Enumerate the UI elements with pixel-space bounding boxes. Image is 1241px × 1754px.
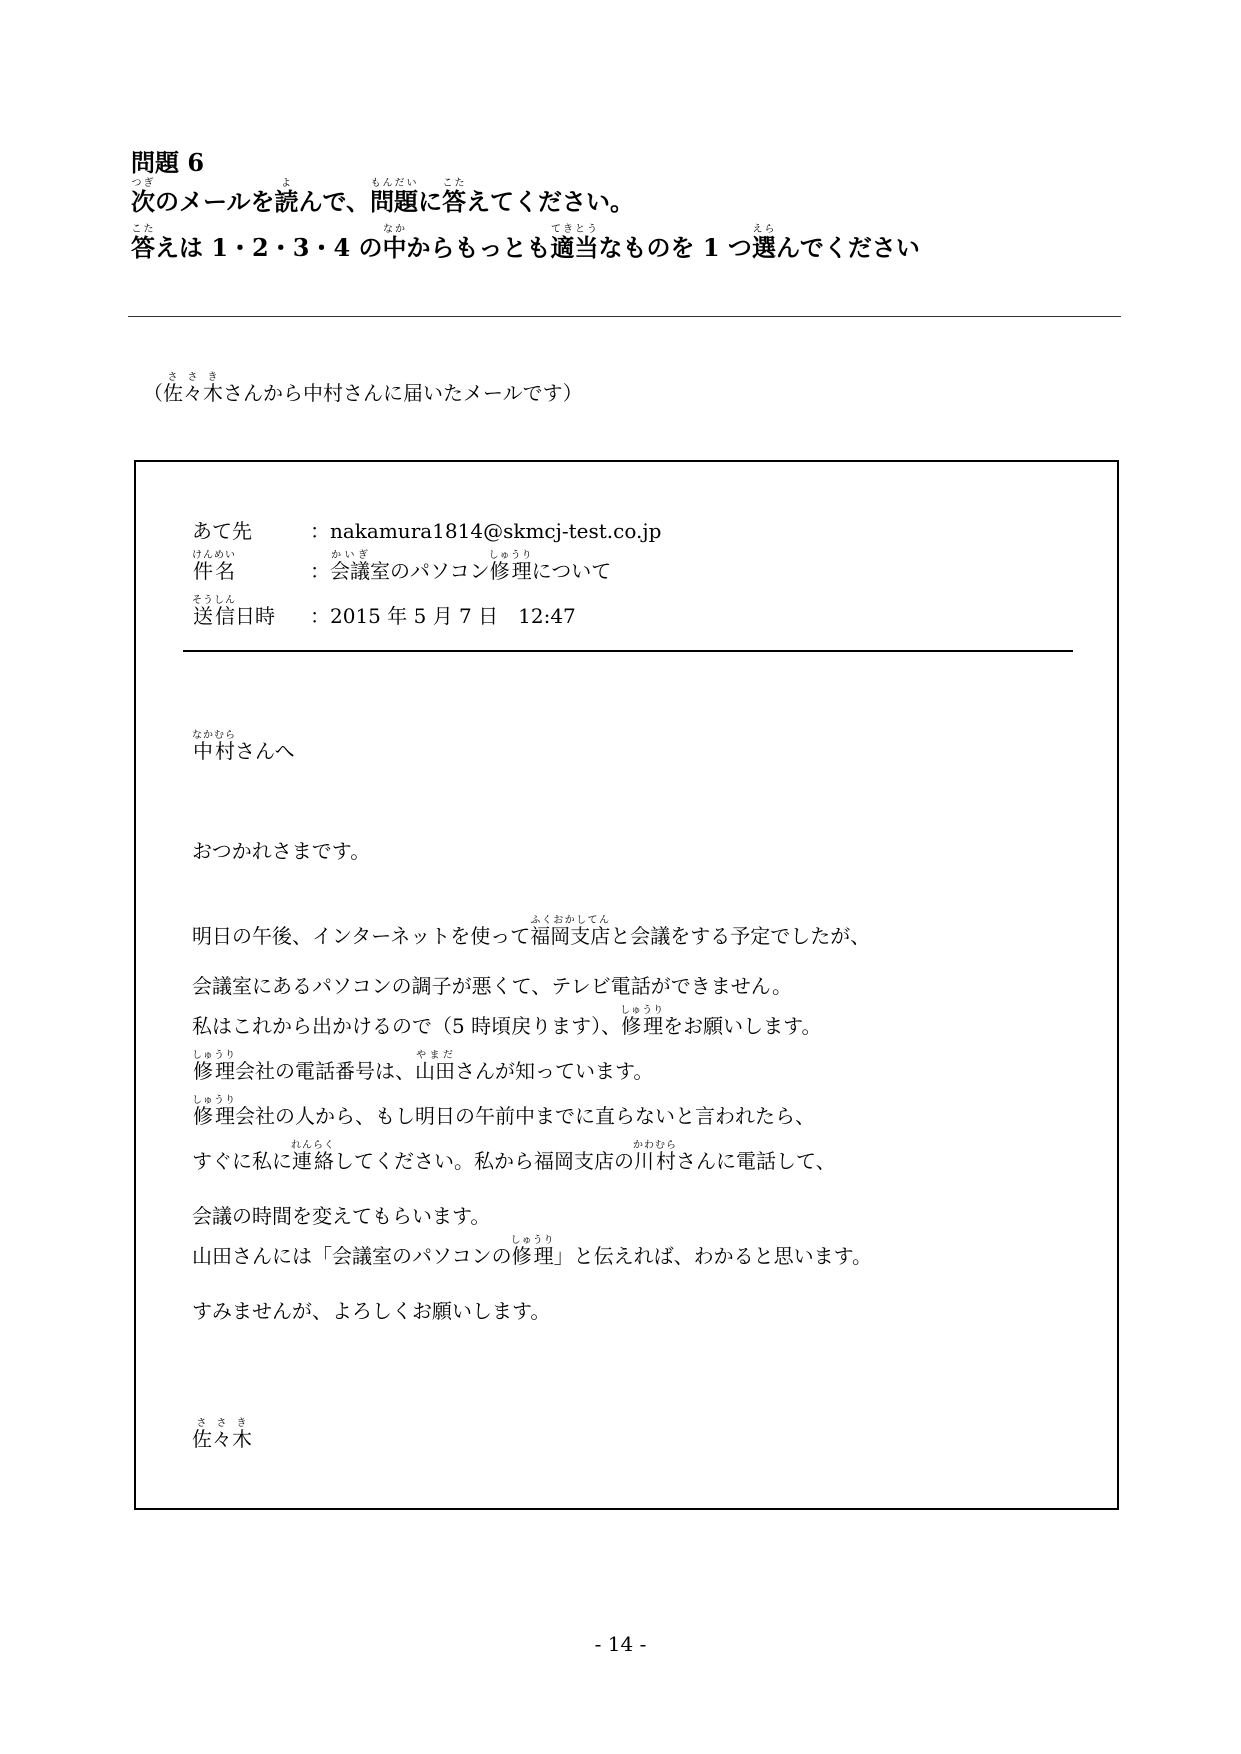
ruby-word: 答こた bbox=[442, 178, 467, 216]
email-to-row bbox=[192, 515, 661, 544]
ruby-word: 中なか bbox=[382, 224, 407, 262]
opening-line: おつかれさまです。 bbox=[192, 839, 371, 863]
body-line-6: すぐに私に連絡れんらくしてください。私から福岡支店の川村かわむらさんに電話して、 bbox=[192, 1140, 836, 1173]
sent-value: ：2015 年 5 月 7 日 12:47 bbox=[310, 604, 576, 628]
subject-label: 件名けんめい bbox=[192, 550, 236, 583]
body-line-2: 会議室にあるパソコンの調子が悪くて、テレビ電話ができません。 bbox=[192, 974, 792, 998]
section-divider bbox=[128, 316, 1121, 317]
body-line-4: 修理しゅうり会社の電話番号は、山田やまださんが知っています。 bbox=[192, 1050, 654, 1083]
to-label: あて先 bbox=[192, 519, 252, 543]
ruby-word: 佐々木ささき bbox=[163, 372, 223, 405]
body-line-9: すみませんが、よろしくお願いします。 bbox=[192, 1299, 551, 1323]
page-number: - 14 - bbox=[594, 1632, 647, 1656]
greeting: 中村なかむらさんへ bbox=[192, 730, 295, 763]
ruby-word: 選えら bbox=[751, 224, 776, 262]
body-line-5: 修理しゅうり会社の人から、もし明日の午前中までに直らないと言われたら、 bbox=[192, 1095, 815, 1128]
to-value: ：nakamura1814@skmcj-test.co.jp bbox=[310, 519, 662, 543]
ruby-word: 次つぎ bbox=[131, 178, 155, 216]
ruby-word: 問題もんだい bbox=[370, 178, 419, 216]
question-title: 問題 6 bbox=[131, 148, 205, 177]
body-line-8: 山田さんには「会議室のパソコンの修理しゅうり」と伝えれば、わかると思います。 bbox=[192, 1235, 873, 1268]
signature: 佐々木ささき bbox=[192, 1418, 252, 1451]
ruby-word: 適当てきとう bbox=[550, 224, 599, 262]
header-divider bbox=[183, 650, 1073, 652]
instruction-line-1: 次つぎのメールを読よんで、問題もんだいに答こたえてください。 bbox=[131, 178, 635, 216]
email-sent-row bbox=[192, 595, 576, 629]
ruby-word: 読よ bbox=[274, 178, 299, 216]
ruby-word: 答こた bbox=[131, 224, 155, 262]
email-intro: （佐々木ささきさんから中村さんに届いたメールです） bbox=[143, 372, 583, 405]
instruction-line-2: 答こたえは 1・2・3・4 の中なかからもっとも適当てきとうなものを 1 つ選えらんでください bbox=[131, 224, 920, 262]
subject-value: ：会議かいぎ室のパソコン修理しゅうりについて bbox=[310, 550, 612, 583]
email-subject-row bbox=[192, 550, 611, 584]
body-line-7: 会議の時間を変えてもらいます。 bbox=[192, 1204, 491, 1228]
sent-label: 送信そうしん日時 bbox=[192, 595, 275, 628]
body-line-3: 私はこれから出かけるので（5 時頃戻ります）、修理しゅうりをお願いします。 bbox=[192, 1005, 822, 1038]
body-line-1: 明日の午後、インターネットを使って福岡支店ふくおかしてんと会議をする予定でしたが、 bbox=[192, 915, 871, 948]
